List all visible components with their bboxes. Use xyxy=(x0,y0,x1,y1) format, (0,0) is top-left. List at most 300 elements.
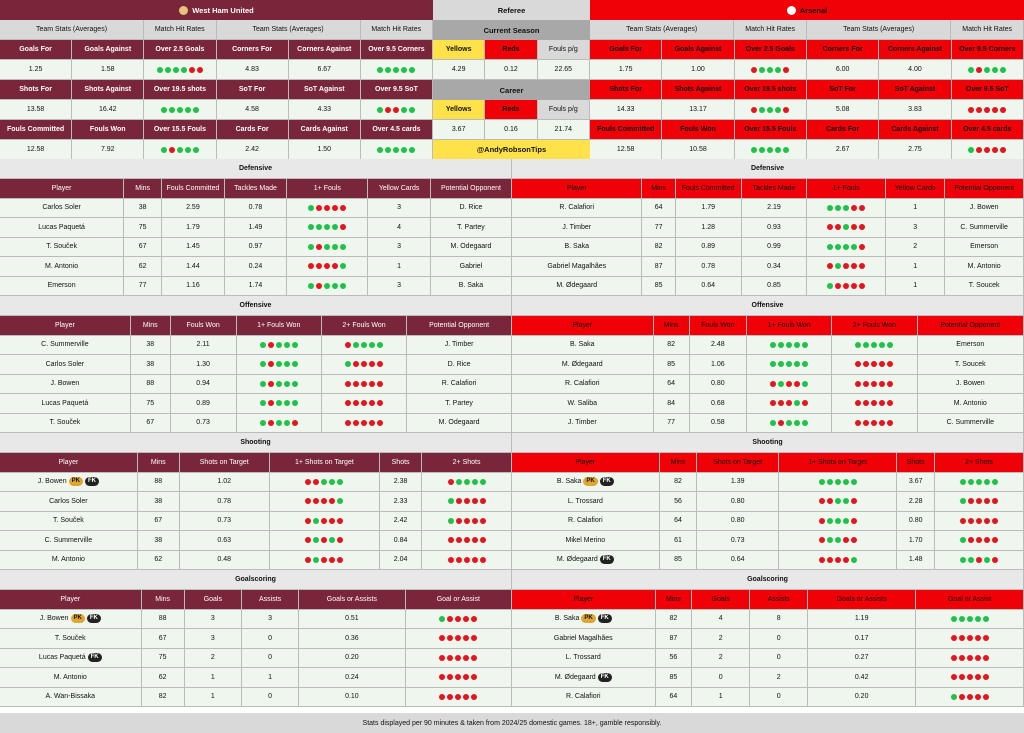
stat-value: 1.50 xyxy=(289,140,361,160)
player-name: Gabriel Magalhães xyxy=(512,629,656,649)
miss-dot xyxy=(455,635,461,641)
player-name: Emerson xyxy=(0,277,124,297)
hit-dot xyxy=(173,67,179,73)
column-header: Goal or Assist xyxy=(916,590,1024,610)
hit-rate-dots xyxy=(747,375,832,395)
player-name: J. Timber xyxy=(512,414,654,434)
miss-dot xyxy=(983,635,989,641)
stat-label: Cards For xyxy=(807,120,879,140)
miss-dot xyxy=(851,263,857,269)
miss-dot xyxy=(855,361,861,367)
table-cell: 1.02 xyxy=(180,473,270,493)
hit-dot xyxy=(472,479,478,485)
group-header: Team Stats (Averages) xyxy=(590,20,734,40)
miss-dot xyxy=(827,224,833,230)
miss-dot xyxy=(827,498,833,504)
footer-note: Stats displayed per 90 minutes & taken from 2024/25 domestic games. 18+, gamble responsibly. xyxy=(0,713,1024,733)
miss-dot xyxy=(447,616,453,622)
hit-dot xyxy=(983,616,989,622)
table-cell: 0.63 xyxy=(180,531,270,551)
column-header: Shots xyxy=(380,453,422,473)
ars-goalscoring-table xyxy=(512,570,1024,707)
hit-dot xyxy=(332,244,338,250)
miss-dot xyxy=(976,147,982,153)
hit-dot xyxy=(292,381,298,387)
hit-rate-dots xyxy=(287,199,368,219)
hit-dot xyxy=(827,205,833,211)
player-name: J. Bowen PK FK xyxy=(0,610,142,630)
miss-dot xyxy=(448,557,454,563)
table-cell: 64 xyxy=(642,199,675,219)
miss-dot xyxy=(976,107,982,113)
miss-dot xyxy=(480,518,486,524)
hit-rate-dots xyxy=(237,375,322,395)
miss-dot xyxy=(887,400,893,406)
twitter-handle[interactable]: @AndyRobsonTips xyxy=(433,140,590,159)
hit-dot xyxy=(260,342,266,348)
stat-value: 2.42 xyxy=(217,140,289,160)
hit-dot xyxy=(976,479,982,485)
miss-dot xyxy=(976,518,982,524)
column-header: Yellow Cards xyxy=(368,179,431,199)
hit-rate-dots xyxy=(422,551,512,571)
stat-value: 6.67 xyxy=(289,60,361,80)
miss-dot xyxy=(992,498,998,504)
miss-dot xyxy=(959,655,965,661)
player-name: C. Summerville xyxy=(0,531,138,551)
table-cell: 0.84 xyxy=(380,531,422,551)
miss-dot xyxy=(835,283,841,289)
miss-dot xyxy=(983,655,989,661)
top-panel xyxy=(0,0,1024,159)
miss-dot xyxy=(851,283,857,289)
miss-dot xyxy=(819,557,825,563)
table-cell: Gabriel xyxy=(431,257,512,277)
miss-dot xyxy=(340,224,346,230)
hit-dot xyxy=(276,361,282,367)
table-cell: 1 xyxy=(886,277,945,297)
hit-dot xyxy=(324,283,330,289)
miss-dot xyxy=(863,361,869,367)
hit-dot xyxy=(448,498,454,504)
hit-rate-dots xyxy=(422,531,512,551)
stat-value: 4.33 xyxy=(289,100,361,120)
table-cell: 3 xyxy=(368,277,431,297)
table-row xyxy=(512,649,1024,669)
hit-rate-dots xyxy=(832,375,917,395)
table-cell: 2.28 xyxy=(897,492,935,512)
fk-taker-badge: FK xyxy=(88,653,102,662)
hit-dot xyxy=(968,147,974,153)
column-header: 1+ Fouls xyxy=(287,179,368,199)
table-cell: J. Timber xyxy=(407,336,512,356)
hit-rate-dots xyxy=(747,414,832,434)
player-name: A. Wan-Bissaka xyxy=(0,688,142,708)
hit-rate-dots xyxy=(916,688,1024,708)
column-header: Tackles Made xyxy=(225,179,288,199)
stat-value: 2.67 xyxy=(807,140,879,160)
table-cell: 3 xyxy=(368,238,431,258)
column-header: Shots on Target xyxy=(180,453,270,473)
table-cell: T. Soucek xyxy=(945,277,1024,297)
hit-dot xyxy=(827,479,833,485)
table-cell: 1 xyxy=(692,688,750,708)
table-cell: 85 xyxy=(654,355,690,375)
reds-label: Reds xyxy=(485,40,537,60)
table-row xyxy=(0,414,512,434)
miss-dot xyxy=(984,537,990,543)
miss-dot xyxy=(316,283,322,289)
table-cell: 1.30 xyxy=(171,355,237,375)
stat-label: Over 2.5 Goals xyxy=(144,40,216,60)
table-cell: 3 xyxy=(242,610,299,630)
miss-dot xyxy=(819,537,825,543)
pk-taker-badge: PK xyxy=(583,477,597,486)
cur-yellows: 4.29 xyxy=(433,60,485,80)
miss-dot xyxy=(968,107,974,113)
miss-dot xyxy=(353,361,359,367)
hit-rate-dots xyxy=(322,394,407,414)
hit-dot xyxy=(887,342,893,348)
table-cell: 0.51 xyxy=(299,610,405,630)
hit-dot xyxy=(855,342,861,348)
table-cell: D. Rice xyxy=(431,199,512,219)
hit-rate-dots xyxy=(779,492,897,512)
hit-dot xyxy=(835,244,841,250)
stat-value: 6.00 xyxy=(807,60,879,80)
hit-dot xyxy=(284,342,290,348)
player-name: T. Souček xyxy=(0,414,131,434)
hit-dot xyxy=(340,263,346,269)
column-header: 1+ Fouls Won xyxy=(747,316,832,336)
column-header: Player xyxy=(512,179,642,199)
table-cell: J. Bowen xyxy=(918,375,1024,395)
hit-dot xyxy=(759,67,765,73)
table-cell: 1 xyxy=(886,257,945,277)
table-cell: 3 xyxy=(886,218,945,238)
hit-rate-dots xyxy=(935,492,1024,512)
table-cell: M. Antonio xyxy=(945,257,1024,277)
hit-rate-dots xyxy=(406,649,512,669)
table-cell: 0 xyxy=(242,629,299,649)
stat-label: Over 9.5 SoT xyxy=(361,80,433,100)
hit-rate-dots xyxy=(322,414,407,434)
miss-dot xyxy=(992,107,998,113)
miss-dot xyxy=(975,694,981,700)
hit-rate-dots xyxy=(270,473,380,493)
hit-dot xyxy=(193,147,199,153)
car-fouls-pg-label: Fouls p/g xyxy=(538,100,590,120)
miss-dot xyxy=(968,498,974,504)
hit-rate-dots xyxy=(422,492,512,512)
player-name: M. Ødegaard xyxy=(512,277,642,297)
hit-dot xyxy=(802,342,808,348)
stat-label: Over 15.5 Fouls xyxy=(735,120,807,140)
miss-dot xyxy=(827,263,833,269)
miss-dot xyxy=(345,420,351,426)
table-cell: 0.10 xyxy=(299,688,405,708)
hit-dot xyxy=(802,420,808,426)
section-goalscoring xyxy=(0,570,1024,707)
group-header: Match Hit Rates xyxy=(361,20,434,40)
hit-dot xyxy=(843,518,849,524)
miss-dot xyxy=(353,381,359,387)
table-cell: 0.36 xyxy=(299,629,405,649)
miss-dot xyxy=(843,537,849,543)
table-cell: Emerson xyxy=(918,336,1024,356)
player-name: M. Ødegaard FK xyxy=(512,551,660,571)
hit-dot xyxy=(324,244,330,250)
miss-dot xyxy=(992,537,998,543)
column-header: Shots xyxy=(897,453,935,473)
miss-dot xyxy=(456,537,462,543)
whu-goalscoring-table xyxy=(0,570,512,707)
table-cell: 38 xyxy=(138,531,180,551)
hit-rate-dots xyxy=(237,394,322,414)
column-header: 2+ Fouls Won xyxy=(322,316,407,336)
hit-rate-dots xyxy=(832,336,917,356)
miss-dot xyxy=(951,635,957,641)
hit-rate-dots xyxy=(144,60,216,80)
column-header: Goals xyxy=(692,590,750,610)
hit-dot xyxy=(401,147,407,153)
player-name: C. Summerville xyxy=(0,336,131,356)
hit-dot xyxy=(951,694,957,700)
miss-dot xyxy=(751,107,757,113)
hit-dot xyxy=(751,147,757,153)
player-name: M. Antonio xyxy=(0,257,124,277)
hit-dot xyxy=(409,147,415,153)
table-cell: 0.27 xyxy=(808,649,916,669)
miss-dot xyxy=(851,205,857,211)
hit-rate-dots xyxy=(322,355,407,375)
miss-dot xyxy=(879,400,885,406)
column-header: Fouls Won xyxy=(171,316,237,336)
hit-dot xyxy=(759,147,765,153)
table-cell: 87 xyxy=(642,257,675,277)
miss-dot xyxy=(324,263,330,269)
table-cell: 0.24 xyxy=(225,257,288,277)
table-row xyxy=(512,668,1024,688)
stat-label: Corners Against xyxy=(879,40,951,60)
hit-dot xyxy=(276,420,282,426)
player-name: R. Calafiori xyxy=(512,199,642,219)
hit-dot xyxy=(353,342,359,348)
table-cell: 0.78 xyxy=(225,199,288,219)
hit-rate-dots xyxy=(406,610,512,630)
hit-dot xyxy=(385,67,391,73)
table-row xyxy=(0,257,512,277)
table-cell: 0.80 xyxy=(697,492,779,512)
miss-dot xyxy=(337,518,343,524)
ars-shooting-table xyxy=(512,433,1024,570)
group-header: Match Hit Rates xyxy=(951,20,1024,40)
stat-label: SoT For xyxy=(807,80,879,100)
table-cell: 2.19 xyxy=(742,199,808,219)
miss-dot xyxy=(783,107,789,113)
miss-dot xyxy=(975,635,981,641)
player-name: Carlos Soler xyxy=(0,199,124,219)
miss-dot xyxy=(827,557,833,563)
hit-dot xyxy=(984,479,990,485)
stat-value: 16.42 xyxy=(72,100,144,120)
miss-dot xyxy=(369,400,375,406)
hit-dot xyxy=(401,67,407,73)
hit-dot xyxy=(794,342,800,348)
table-cell: 82 xyxy=(654,336,690,356)
table-row xyxy=(512,257,1024,277)
hit-dot xyxy=(292,342,298,348)
table-row xyxy=(0,610,512,630)
table-row xyxy=(0,492,512,512)
miss-dot xyxy=(976,67,982,73)
hit-rate-dots xyxy=(270,551,380,571)
ars-team-panel xyxy=(590,0,1024,160)
hit-dot xyxy=(975,616,981,622)
column-header: Player xyxy=(0,590,142,610)
stat-value: 3.83 xyxy=(879,100,951,120)
table-cell: M. Odegaard xyxy=(407,414,512,434)
table-cell: R. Calafiori xyxy=(407,375,512,395)
miss-dot xyxy=(863,400,869,406)
stat-label: Over 19.5 shots xyxy=(735,80,807,100)
miss-dot xyxy=(871,420,877,426)
table-cell: 2 xyxy=(692,649,750,669)
hit-dot xyxy=(778,381,784,387)
hit-dot xyxy=(967,616,973,622)
miss-dot xyxy=(345,342,351,348)
miss-dot xyxy=(292,420,298,426)
stat-label: Over 4.5 cards xyxy=(361,120,433,140)
hit-dot xyxy=(165,67,171,73)
column-header: Goal or Assist xyxy=(406,590,512,610)
miss-dot xyxy=(967,694,973,700)
hit-dot xyxy=(879,342,885,348)
table-cell: 0 xyxy=(750,629,808,649)
hit-dot xyxy=(835,498,841,504)
hit-dot xyxy=(843,498,849,504)
miss-dot xyxy=(464,557,470,563)
table-cell: 2 xyxy=(886,238,945,258)
hit-rate-dots xyxy=(406,688,512,708)
table-cell: 0.73 xyxy=(180,512,270,532)
miss-dot xyxy=(786,381,792,387)
hit-dot xyxy=(377,67,383,73)
column-header: Player xyxy=(512,590,656,610)
player-name: B. Saka xyxy=(512,238,642,258)
table-row xyxy=(512,551,1024,571)
table-cell: 3 xyxy=(185,610,242,630)
column-header: Yellow Cards xyxy=(886,179,945,199)
hit-dot xyxy=(783,147,789,153)
hit-dot xyxy=(185,107,191,113)
table-cell: C. Summerville xyxy=(945,218,1024,238)
table-cell: 2.04 xyxy=(380,551,422,571)
table-row xyxy=(512,218,1024,238)
hit-dot xyxy=(827,283,833,289)
table-cell: 82 xyxy=(660,473,698,493)
table-cell: 56 xyxy=(656,649,693,669)
miss-dot xyxy=(377,381,383,387)
miss-dot xyxy=(268,381,274,387)
table-row xyxy=(512,336,1024,356)
table-cell: 0.80 xyxy=(690,375,747,395)
miss-dot xyxy=(361,420,367,426)
miss-dot xyxy=(786,400,792,406)
miss-dot xyxy=(859,224,865,230)
column-header: Potential Opponent xyxy=(407,316,512,336)
hit-rate-dots xyxy=(807,199,886,219)
miss-dot xyxy=(345,381,351,387)
hit-dot xyxy=(951,616,957,622)
miss-dot xyxy=(471,655,477,661)
table-cell: 0 xyxy=(750,649,808,669)
hit-rate-dots xyxy=(832,394,917,414)
column-header: Assists xyxy=(750,590,808,610)
player-name: W. Saliba xyxy=(512,394,654,414)
hit-dot xyxy=(369,342,375,348)
player-name: T. Souček xyxy=(0,512,138,532)
hit-dot xyxy=(984,67,990,73)
hit-dot xyxy=(992,67,998,73)
table-cell: 1 xyxy=(368,257,431,277)
hit-rate-dots xyxy=(270,492,380,512)
miss-dot xyxy=(863,420,869,426)
table-cell: 75 xyxy=(131,394,171,414)
miss-dot xyxy=(377,400,383,406)
column-header: Mins xyxy=(654,316,690,336)
whu-shooting-table xyxy=(0,433,512,570)
hit-dot xyxy=(835,537,841,543)
miss-dot xyxy=(447,674,453,680)
table-cell: 0.73 xyxy=(171,414,237,434)
table-cell: 0.89 xyxy=(171,394,237,414)
column-header: Fouls Committed xyxy=(676,179,742,199)
hit-dot xyxy=(827,537,833,543)
hit-dot xyxy=(284,381,290,387)
table-cell: 0.42 xyxy=(808,668,916,688)
miss-dot xyxy=(960,518,966,524)
miss-dot xyxy=(305,498,311,504)
miss-dot xyxy=(471,635,477,641)
column-header: Shots on Target xyxy=(697,453,779,473)
miss-dot xyxy=(463,655,469,661)
hit-dot xyxy=(819,479,825,485)
table-cell: B. Saka xyxy=(431,277,512,297)
table-cell: 1.06 xyxy=(690,355,747,375)
stat-label: Goals For xyxy=(590,40,662,60)
hit-dot xyxy=(448,518,454,524)
table-row xyxy=(0,473,512,493)
hit-dot xyxy=(786,361,792,367)
hit-rate-dots xyxy=(422,512,512,532)
miss-dot xyxy=(268,342,274,348)
fk-taker-badge: FK xyxy=(598,673,612,682)
stat-value: 1.00 xyxy=(662,60,734,80)
hit-dot xyxy=(968,479,974,485)
table-cell: 4 xyxy=(368,218,431,238)
hit-rate-dots xyxy=(361,100,433,120)
hit-rate-dots xyxy=(779,551,897,571)
miss-dot xyxy=(992,557,998,563)
table-row xyxy=(512,277,1024,297)
miss-dot xyxy=(321,498,327,504)
hit-dot xyxy=(177,107,183,113)
column-header: Mins xyxy=(124,179,162,199)
column-header: Fouls Won xyxy=(690,316,747,336)
hit-rate-dots xyxy=(935,531,1024,551)
table-row xyxy=(512,531,1024,551)
